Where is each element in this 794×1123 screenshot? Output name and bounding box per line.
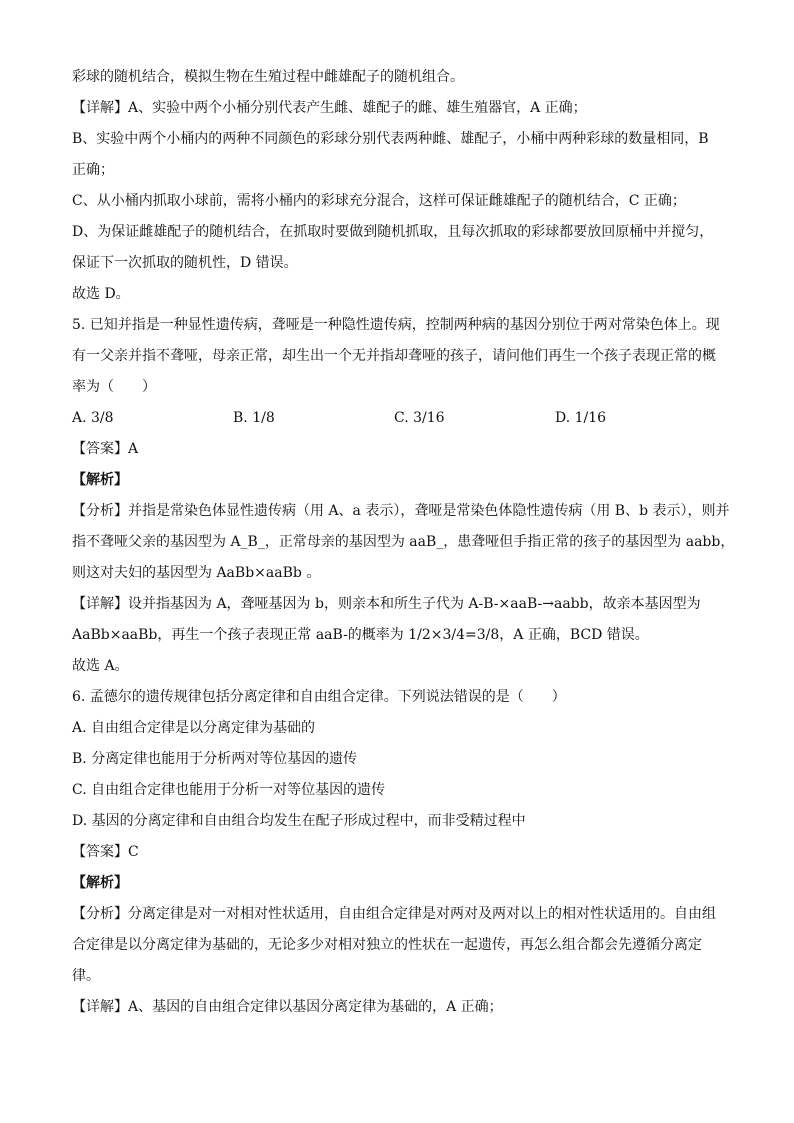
text-line: 正确； [72,162,114,178]
text-line: D、为保证雌雄配子的随机结合，在抓取时要做到随机抓取，且每次抓取的彩球都要放回原桶中并搅匀， [72,224,714,240]
text-line: 保证下一次抓取的随机性，D 错误。 [72,255,298,271]
option-b: B. 1/8 [233,410,275,426]
analysis-text: 指不聋哑父亲的基因型为 A_B_，正常母亲的基因型为 aaB_，患聋哑但手指正常的孩子的基因型为 aabb， [72,534,735,550]
option-c: C. 自由组合定律也能用于分析一对等位基因的遗传 [72,782,386,798]
question-5-options [72,403,724,434]
analysis-text: 律。 [72,968,100,984]
text-line: 故选 D。 [72,286,130,302]
text-line: 【详解】A、实验中两个小桶分别代表产生雌、雄配子的雌、雄生殖器官，A 正确； [72,100,587,116]
question-6-stem: 6. 孟德尔的遗传规律包括分离定律和自由组合定律。下列说法错误的是（ ） [72,689,566,705]
option-c: C. 3/16 [394,410,445,426]
option-a: A. 3/8 [72,410,114,426]
analysis-heading: 【解析】 [72,472,128,488]
text-line: 彩球的随机结合，模拟生物在生殖过程中雌雄配子的随机组合。 [72,69,464,85]
answer-label: 【答案】C [72,844,139,860]
answer-label: 【答案】A [72,441,139,457]
text-line: B、实验中两个小桶内的两种不同颜色的彩球分别代表两种雌、雄配子，小桶中两种彩球的数量相同，B [72,131,709,147]
document-page [72,62,735,1023]
question-5-stem: 5. 已知并指是一种显性遗传病，聋哑是一种隐性遗传病，控制两种病的基因分别位于两对常染色体上。现 [72,317,720,333]
question-6 [72,682,724,1023]
analysis-text: 【分析】分离定律是对一对相对性状适用，自由组合定律是对两对及两对以上的相对性状适用的。自由组 [72,906,716,922]
question-5 [72,310,735,682]
option-d: D. 1/16 [555,410,607,426]
question-5-stem: 有一父亲并指不聋哑，母亲正常，却生出一个无并指却聋哑的孩子，请问他们再生一个孩子表现正常的概 [72,348,716,364]
analysis-text: 【分析】并指是常染色体显性遗传病（用 A、a 表示），聋哑是常染色体隐性遗传病（用 B、b 表示），则并 [72,503,730,519]
option-b: B. 分离定律也能用于分析两对等位基因的遗传 [72,751,358,767]
option-a: A. 自由组合定律是以分离定律为基础的 [72,720,316,736]
analysis-heading: 【解析】 [72,875,128,891]
detail-text: 【详解】设并指基因为 A，聋哑基因为 b，则亲本和所生子代为 A-B-×aaB-→aabb，故亲本基因型为 [72,596,701,612]
question-5-stem: 率为（ ） [72,379,156,395]
text-line: C、从小桶内抓取小球前，需将小桶内的彩球充分混合，这样可保证雌雄配子的随机结合，C 正确； [72,193,686,209]
detail-text: 【详解】A、基因的自由组合定律以基因分离定律为基础的，A 正确； [72,999,503,1015]
option-d: D. 基因的分离定律和自由组合均发生在配子形成过程中，而非受精过程中 [72,813,526,829]
choice-text: 故选 A。 [72,658,129,674]
analysis-text: 合定律是以分离定律为基础的，无论多少对相对独立的性状在一起遗传，再怎么组合都会先遵循分离定 [72,937,702,953]
analysis-text: 则这对夫妇的基因型为 AaBb×aaBb 。 [72,565,321,581]
detail-text: AaBb×aaBb，再生一个孩子表现正常 aaB-的概率为 1/2×3/4=3/8，A 正确，BCD 错误。 [72,627,649,643]
